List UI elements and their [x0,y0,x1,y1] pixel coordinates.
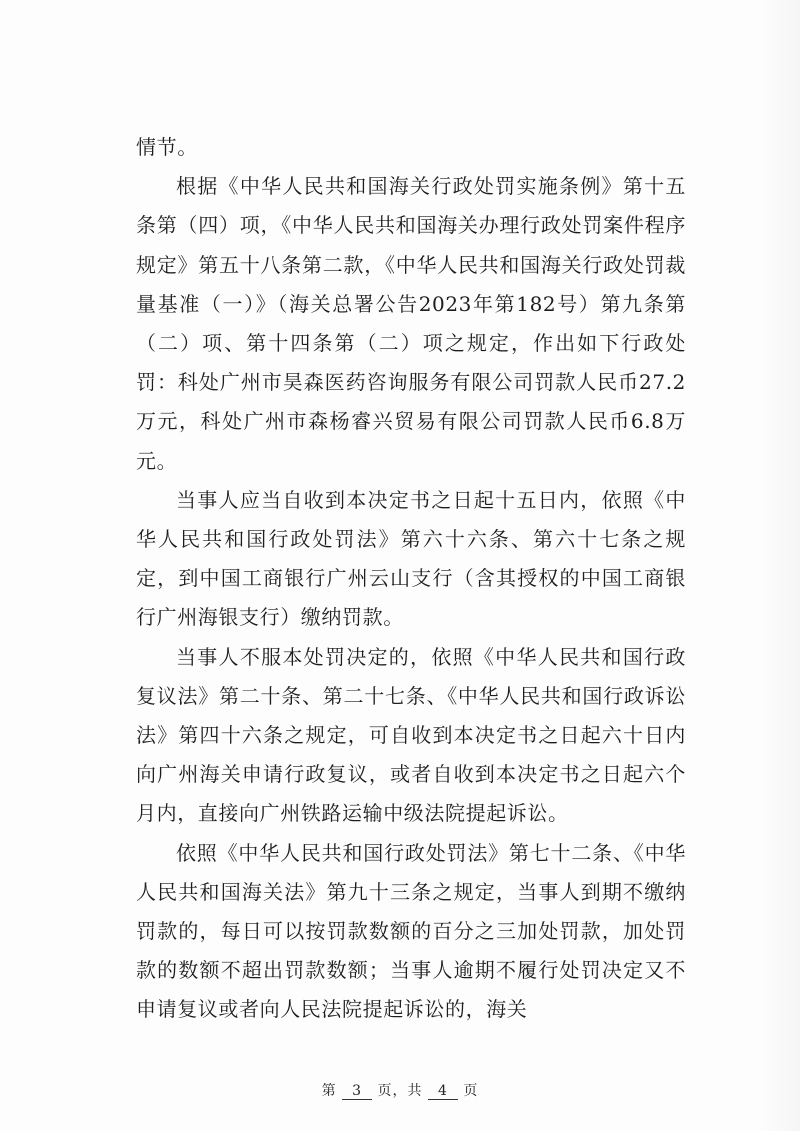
paragraph-appeal: 当事人不服本处罚决定的，依照《中华人民共和国行政复议法》第二十条、第二十七条、《中华人民共和国行政诉讼法》第四十六条之规定，可自收到本决定书之日起六十日内向广州海关申请行政复议，或者自收到本决定书之日起六个月内，直接向广州铁路运输中级法院提起诉讼。 [136,644,686,826]
scan-edge-shadow [760,0,800,1131]
current-page-number: 3 [342,1083,372,1100]
total-page-number: 4 [428,1083,458,1100]
footer-suffix: 页 [463,1083,479,1099]
paragraph-continuation: 情节。 [136,135,198,159]
footer-middle: 页，共 [377,1083,423,1099]
document-body [136,128,686,1030]
paragraph-legal-basis: 根据《中华人民共和国海关行政处罚实施条例》第十五条第（四）项，《中华人民共和国海关办理行政处罚案件程序规定》第五十八条第二款，《中华人民共和国海关行政处罚裁量基准（一）》（海关总署公告2023年第182号）第九条第（二）项、第十四条第（二）项之规定，作出如下行政处罚：科处广州市昊森医药咨询服务有限公司罚款人民币27.2万元，科处广州市森杨睿兴贸易有限公司罚款人民币6.8万元。 [136,174,686,473]
paragraph-late-penalty: 依照《中华人民共和国行政处罚法》第七十二条、《中华人民共和国海关法》第九十三条之规定，当事人到期不缴纳罚款的，每日可以按罚款数额的百分之三加处罚款，加处罚款的数额不超出罚款数额；当事人逾期不履行处罚决定又不申请复议或者向人民法院提起诉讼的，海关 [136,840,686,1022]
paragraph-payment: 当事人应当自收到本决定书之日起十五日内，依照《中华人民共和国行政处罚法》第六十六条、第六十七条之规定，到中国工商银行广州云山支行（含其授权的中国工商银行广州海银支行）缴纳罚款。 [136,487,686,630]
page-footer [0,1080,800,1100]
footer-prefix: 第 [321,1083,337,1099]
